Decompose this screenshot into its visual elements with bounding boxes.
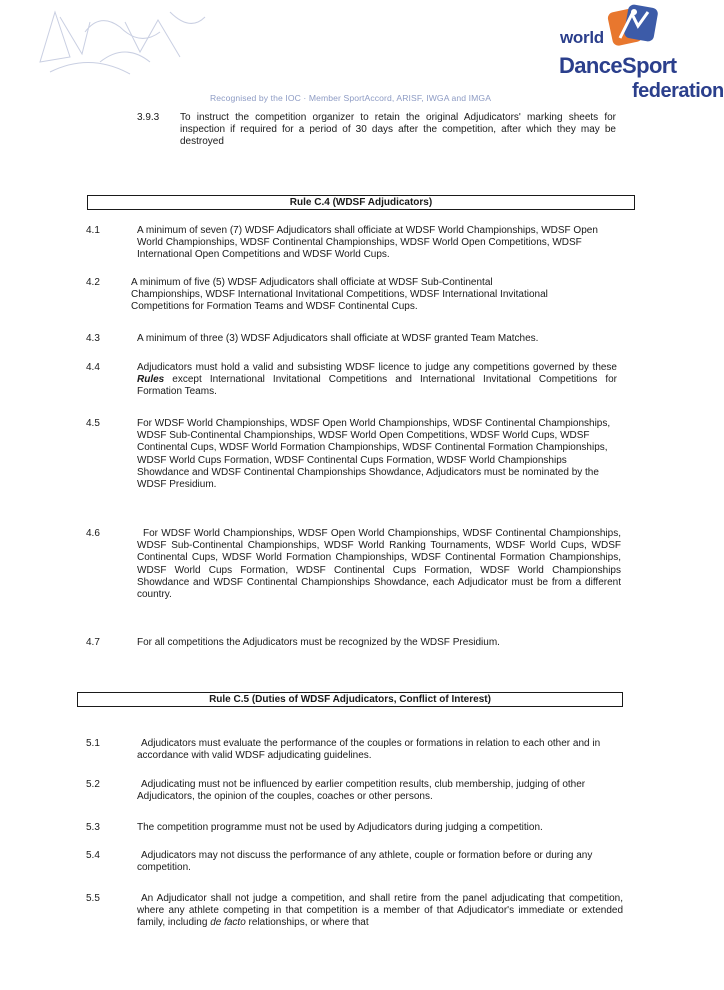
item-4-4-text xyxy=(137,362,617,399)
item-5-5-part2: relationships, or where that xyxy=(245,917,369,929)
rule-c4-title: Rule C.4 (WDSF Adjudicators) xyxy=(87,195,635,210)
logo-federation: federation xyxy=(632,80,724,102)
item-4-2-num: 4.2 xyxy=(86,277,100,288)
item-4-4-num: 4.4 xyxy=(86,362,100,373)
item-5-5-num: 5.5 xyxy=(86,893,100,904)
item-5-3-num: 5.3 xyxy=(86,822,100,833)
recognition-line: Recognised by the IOC · Member SportAccord, ARISF, IWGA and IMGA xyxy=(210,93,492,103)
item-5-4-num: 5.4 xyxy=(86,850,100,861)
logo-dancesport: DanceSport xyxy=(559,53,677,78)
item-4-4-part2: except International Invitational Competitions and International Invitational Competitions for Formation Teams. xyxy=(137,374,617,398)
item-4-6-text: For WDSF World Championships, WDSF Open World Championships, WDSF Continental Championships, WDSF Sub-Continental Championships, WDSF World Ranking Tournaments, WDSF World Cups, WDSF Continental Cups, WDSF World Formation Championships, WDSF Continental Formation Championships, WDSF World Cups Formation, WDSF Continental Cups Formation, WDSF World Championships Showdance and WDSF Continental Championships Showdance, each Adjudicator must be from a different country. xyxy=(137,528,621,601)
wdsf-logo xyxy=(556,4,724,104)
item-4-2-body: A minimum of five (5) WDSF Adjudicators shall officiate at WDSF Sub-Continental Championships, WDSF International Invitational Competitions, WDSF International Invitational Competitions for Formation Teams and WDSF Continental Cups. xyxy=(131,277,548,313)
item-4-1-text: A minimum of seven (7) WDSF Adjudicators shall officiate at WDSF World Championships, WDSF Open World Championships, WDSF Continental Championships, WDSF World Open Competitions, WDSF International Open Competitions and WDSF World Cups. xyxy=(137,225,598,261)
item-4-4-emph: Rules xyxy=(137,374,165,386)
dancers-logo-icon xyxy=(602,4,666,52)
item-4-2-text xyxy=(131,277,567,314)
item-5-5-emph: de facto xyxy=(210,917,246,929)
item-4-6-num: 4.6 xyxy=(86,528,100,539)
intro-text: To instruct the competition organizer to retain the original Adjudicators' marking sheets for inspection if required for a period of 30 days after the competition, after which they may be destroyed xyxy=(180,112,616,148)
dancer-sketch-icon xyxy=(30,2,210,82)
item-5-1-text: Adjudicators must evaluate the performance of the couples or formations in relation to each other and in accordance with valid WDSF adjudicating guidelines. xyxy=(137,738,601,762)
item-4-5-num: 4.5 xyxy=(86,418,100,429)
item-5-5-part1: An Adjudicator shall not judge a competition, and shall retire from the panel adjudicating that competition, where any athlete competing in that competition is a member of that Adjudicator's immediate or extended family, including xyxy=(137,893,623,929)
item-4-7-text: For all competitions the Adjudicators must be recognized by the WDSF Presidium. xyxy=(137,637,500,648)
rule-c5-title: Rule C.5 (Duties of WDSF Adjudicators, Conflict of Interest) xyxy=(77,692,623,707)
item-5-3-text: The competition programme must not be used by Adjudicators during judging a competition. xyxy=(137,822,543,833)
item-4-5-text: For WDSF World Championships, WDSF Open World Championships, WDSF Continental Championships, WDSF Sub-Continental Championships, WDSF World Open Competitions, WDSF World Cups, WDSF Continental Cups, WDSF World Formation Championships, WDSF Continental Formation Championships, WDSF World Cups Formation, WDSF Continental Cups Formation, WDSF World Championships Showdance and WDSF Continental Championships Showdance, Adjudicators must be nominated by the WDSF Presidium. xyxy=(137,418,611,491)
intro-num: 3.9.3 xyxy=(137,112,160,123)
item-5-5-text xyxy=(137,893,623,930)
item-4-3-text: A minimum of three (3) WDSF Adjudicators shall officiate at WDSF granted Team Matches. xyxy=(137,333,539,344)
item-5-1-num: 5.1 xyxy=(86,738,100,749)
item-5-2-text: Adjudicating must not be influenced by earlier competition results, club membership, judging of other Adjudicators, the opinion of the couples, coaches or other persons. xyxy=(137,779,586,803)
item-4-7-num: 4.7 xyxy=(86,637,100,648)
item-5-4-text: Adjudicators may not discuss the performance of any athlete, couple or formation before or during any competition. xyxy=(137,850,593,874)
item-4-4-part1: Adjudicators must hold a valid and subsisting WDSF licence to judge any competitions governed by these xyxy=(137,362,617,373)
item-5-2-num: 5.2 xyxy=(86,779,100,790)
item-4-1-num: 4.1 xyxy=(86,225,100,236)
logo-world: world xyxy=(560,28,604,47)
item-4-3-num: 4.3 xyxy=(86,333,100,344)
